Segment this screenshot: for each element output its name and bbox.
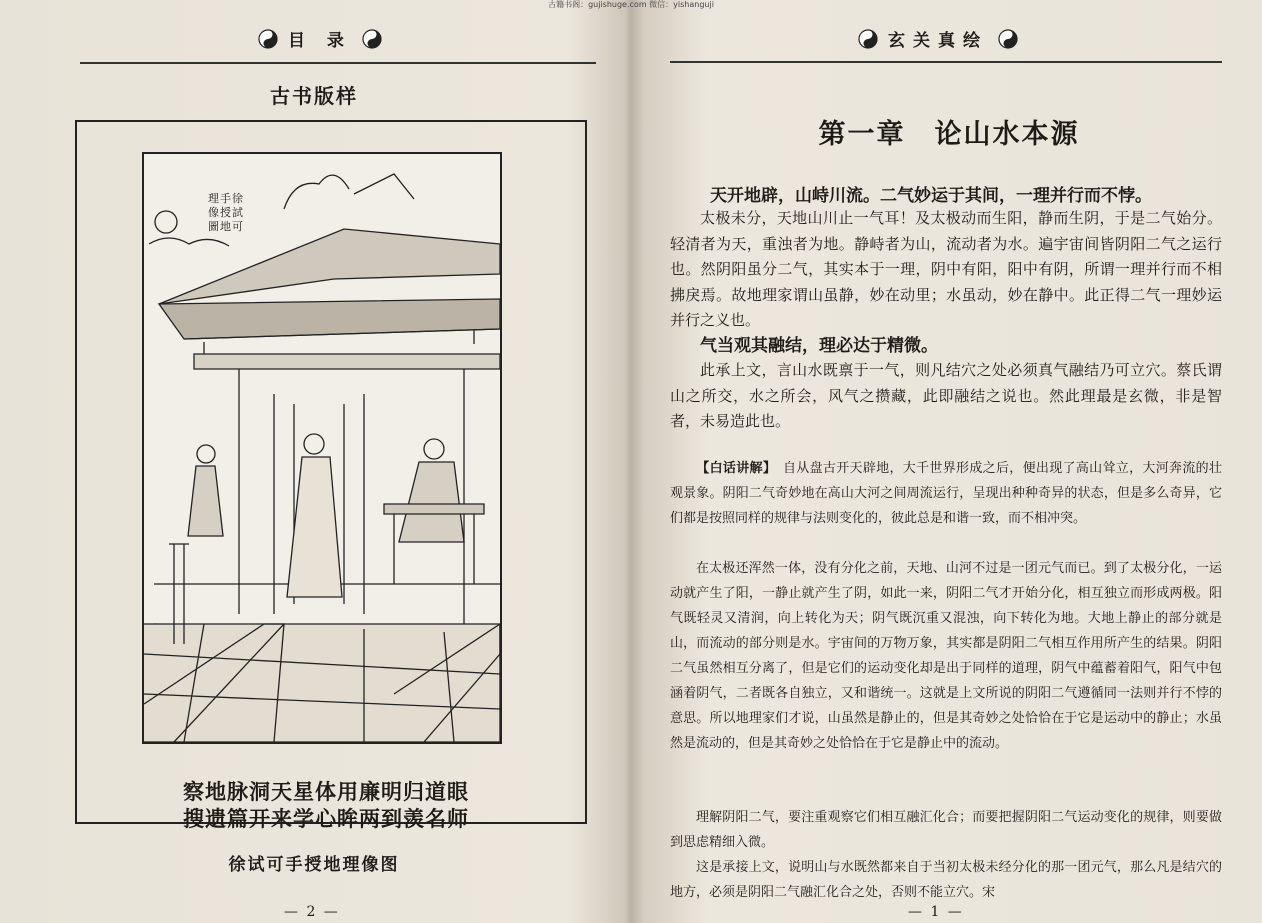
right-page [636, 0, 1262, 923]
svg-text:像: 像 [208, 206, 219, 219]
left-header [258, 26, 382, 51]
svg-text:授: 授 [220, 206, 231, 219]
header-rule [670, 61, 1222, 63]
header-rule [80, 62, 596, 64]
top-credit: 古籍书阁：gujishuge.com 微信：yishanguji [548, 0, 714, 9]
page-number-right: — 1 — [908, 904, 964, 920]
yin-yang-icon [258, 29, 278, 49]
chapter-title: 第一章 论山水本源 [818, 119, 1080, 150]
pavilion-woodcut [144, 154, 500, 742]
vernacular-paragraph-3: 理解阴阳二气，要注重观察它们相互融汇化合；而要把握阴阳二气运动变化的规律，则要做到思虑精细入微。 [670, 810, 1222, 850]
svg-text:手: 手 [220, 192, 231, 205]
yin-yang-icon [858, 29, 878, 49]
svg-text:地: 地 [220, 220, 231, 233]
vernacular-label: 【白话讲解】 [696, 461, 770, 476]
vernacular-paragraph-1 [670, 456, 1222, 531]
couplet-line-1: 察地脉洞天星体用廉明归道眼 [183, 779, 469, 804]
svg-text:圖: 圖 [208, 220, 219, 233]
commentary-paragraph-2: 此承上文，言山水既禀于一气，则凡结穴之处必须真气融结乃可立穴。蔡氏谓山之所交，水之所会，风气之攒藏，此即融结之说也。然此理最是玄微，非是智者，未易造此也。 [670, 361, 1222, 430]
left-page [0, 0, 628, 923]
svg-text:徐: 徐 [232, 192, 243, 205]
svg-text:理: 理 [208, 192, 219, 205]
sample-title: 古书版样 [270, 84, 358, 108]
svg-text:可: 可 [232, 220, 243, 233]
page-number-left: — 2 — [284, 904, 340, 920]
yin-yang-icon [362, 29, 382, 49]
vernacular-paragraph-4: 这是承接上文，说明山与水既然都来自于当初太极未经分化的那一团元气，那么凡是结穴的地方，必须是阴阳二气融汇化合之处，否则不能立穴。宋 [670, 860, 1222, 900]
right-header [858, 26, 1018, 51]
svg-text:試: 試 [232, 206, 243, 219]
vernacular-text-1: 自从盘古开天辟地，大千世界形成之后，便出现了高山耸立，大河奔流的壮观景象。阴阳二气奇妙地在高山大河之间周流运行，呈现出种种奇异的状态，但是多么奇异，它们都是按照同样的规律与法则变化的，彼此总是和谐一致，而不相冲突。 [670, 461, 1222, 526]
commentary-paragraph-1: 太极未分，天地山川止一气耳！及太极动而生阳，静而生阴，于是二气始分。轻清者为天，重浊者为地。静峙者为山，流动者为水。遍宇宙间皆阴阳二气之运行也。然阴阳虽分二气，其实本于一理，阴中有阳，阳中有阴，所谓一理并行而不相拂戾焉。故地理家谓山虽静，妙在动里；水虽动，妙在静中。此正得二气一理妙运并行之义也。 [670, 209, 1222, 329]
verse-heading-1: 天开地辟，山峙川流。二气妙运于其间，一理并行而不悖。 [710, 186, 1152, 206]
woodcut-illustration [142, 152, 502, 744]
yin-yang-icon [998, 29, 1018, 49]
left-header-title: 目 录 [288, 31, 352, 51]
vernacular-paragraph-2: 在太极还浑然一体，没有分化之前，天地、山河不过是一团元气而已。到了太极分化，一运动就产生了阳，一静止就产生了阴，如此一来，阴阳二气才开始分化，相互独立而形成两极。阳气既轻灵又清润，向上转化为天；阴气既沉重又混浊，向下转化为地。大地上静止的部分就是山，而流动的部分则是水。宇宙间的万物万象，其实都是阴阳二气相互作用所产生的结果。阴阳二气虽然相互分离了，但是它们的运动变化却是出于同样的道理，阴气中蕴蓄着阳气，阳气中包涵着阴气，二者既各自独立，又和谐统一。这就是上文所说的阴阳二气遵循同一法则并行不悖的意思。所以地理家们才说，山虽然是静止的，但是其奇妙之处恰恰在于它是运动中的静止；水虽然是流动的，但是其奇妙之处恰恰在于它是静止中的流动。 [670, 561, 1222, 751]
figure-caption: 徐试可手授地理像图 [228, 855, 400, 875]
verse-heading-2: 气当观其融结，理必达于精微。 [700, 336, 938, 356]
right-header-title: 玄关真绘 [888, 31, 988, 51]
couplet-line-2: 搜遗篇开来学心眸两到羡名师 [183, 806, 469, 831]
